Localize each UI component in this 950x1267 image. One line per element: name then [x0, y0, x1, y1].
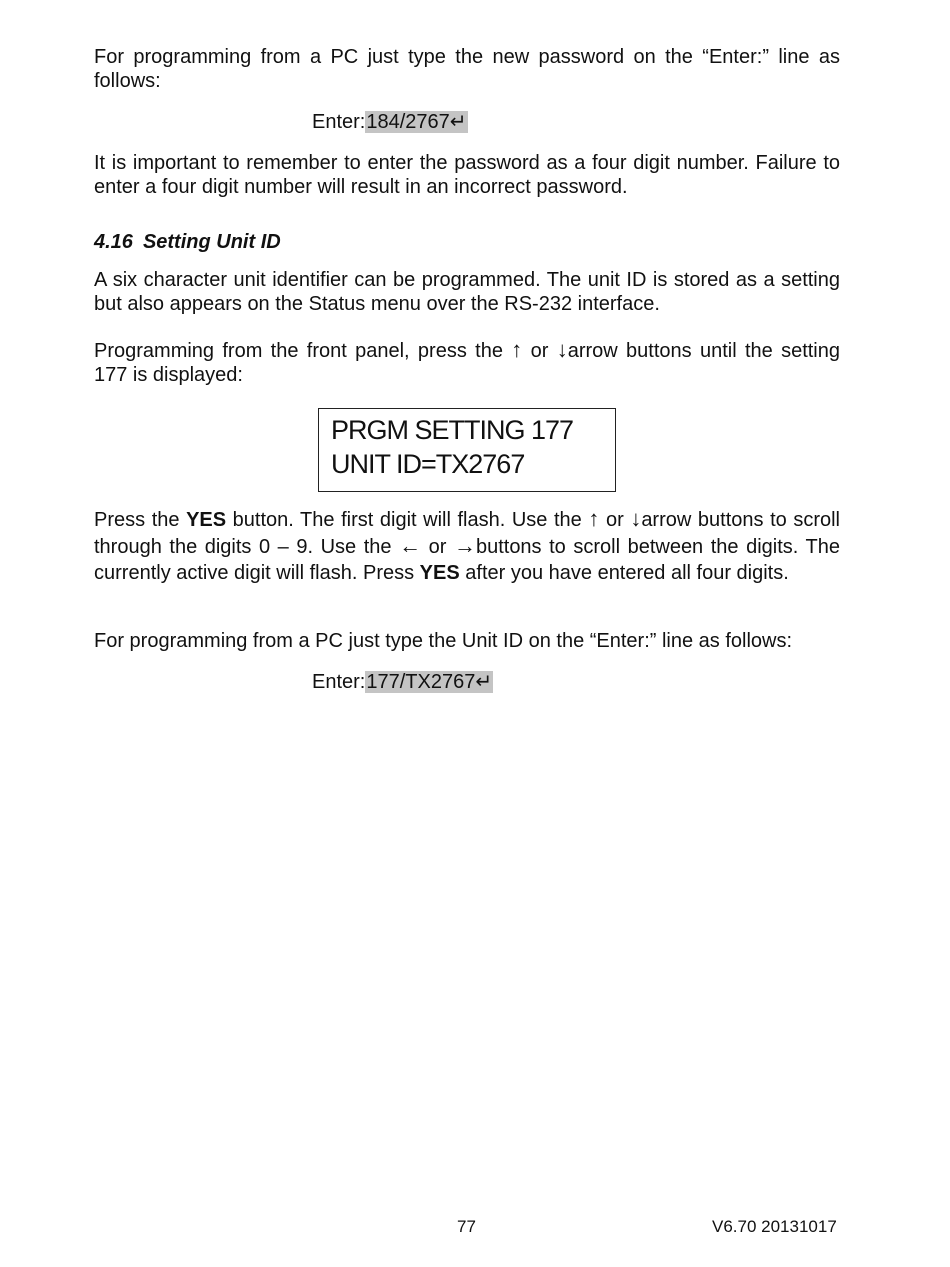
- lcd-line-2: UNIT ID=TX2767: [331, 449, 525, 479]
- text-run: buttons to scroll between the digits. The currently active digit will flash. Press: [94, 536, 840, 584]
- text-run: arrow buttons to scroll through the digits 0 – 9. Use the: [94, 509, 840, 558]
- up-arrow-icon: ↑: [511, 337, 523, 362]
- page-number: 77: [457, 1217, 476, 1236]
- paragraph-text: It is important to remember to enter the password as a four digit number. Failure to enter a four digit number will result in an incorrect password.: [94, 152, 840, 198]
- paragraph-text: For programming from a PC just type the new password on the “Enter:” line as follows:: [94, 46, 840, 92]
- text-run: Programming from the front panel, press the: [94, 340, 512, 362]
- command-value-highlight: 184/2767↵: [366, 111, 467, 133]
- section-heading: [94, 230, 281, 254]
- lcd-line-1: PRGM SETTING 177: [331, 415, 574, 445]
- yes-button-label: YES: [186, 509, 227, 531]
- paragraph-unit-id-intro: [94, 268, 840, 316]
- text-run: arrow buttons until the setting 177 is displayed:: [94, 340, 840, 386]
- down-arrow-icon: ↓: [556, 337, 568, 362]
- down-arrow-icon: ↓: [630, 506, 642, 531]
- right-arrow-icon: →: [453, 533, 476, 558]
- command-prefix: Enter:: [312, 111, 366, 133]
- up-arrow-icon: ↑: [588, 506, 600, 531]
- text-run: after you have entered all four digits.: [459, 562, 789, 584]
- section-number: 4.16: [94, 231, 133, 253]
- yes-button-label: YES: [419, 562, 460, 584]
- text-run: or: [599, 509, 631, 531]
- paragraph-password-note: [94, 151, 840, 199]
- paragraph-pc-unit-id: [94, 629, 840, 653]
- section-title: Setting Unit ID: [142, 231, 281, 253]
- command-example-password: [312, 110, 468, 134]
- left-arrow-icon: ←: [399, 533, 422, 558]
- command-example-unit-id: [312, 670, 493, 694]
- paragraph-text: For programming from a PC just type the Unit ID on the “Enter:” line as follows:: [94, 630, 793, 652]
- command-prefix: Enter:: [312, 671, 366, 693]
- lcd-display: [318, 408, 616, 492]
- command-value-highlight: 177/TX2767↵: [366, 671, 493, 693]
- version-label: V6.70 20131017: [712, 1217, 837, 1236]
- paragraph-edit-unit-id: [94, 506, 840, 586]
- paragraph-text: A six character unit identifier can be programmed. The unit ID is stored as a setting but also appears on the Status menu over the RS-232 interface.: [94, 269, 840, 315]
- text-run: or: [522, 340, 557, 362]
- text-run: or: [421, 536, 454, 558]
- text-run: button. The first digit will flash. Use the: [226, 509, 589, 531]
- paragraph-front-panel: [94, 338, 840, 387]
- text-run: Press the: [94, 509, 187, 531]
- paragraph-pc-password: [94, 45, 840, 93]
